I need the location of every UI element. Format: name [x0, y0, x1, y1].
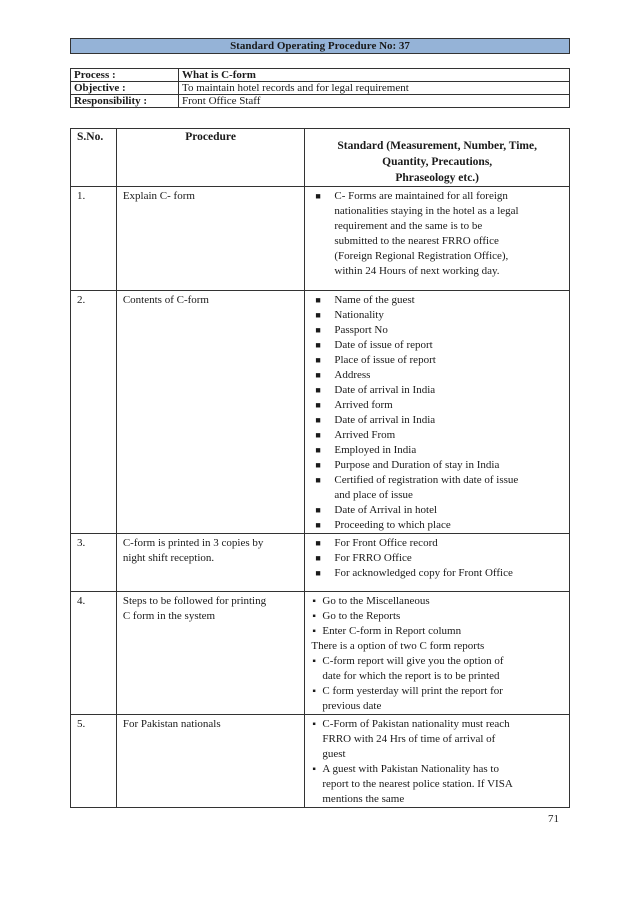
header-procedure: Procedure — [116, 129, 305, 187]
procedure-line: Explain C- form — [122, 190, 195, 202]
info-label: Process : — [71, 69, 179, 82]
standard-line: previous date — [322, 700, 382, 712]
standard-list — [311, 293, 563, 533]
bullet-icon: ■ — [315, 355, 321, 365]
standard-line: For Front Office record — [334, 537, 438, 549]
standard-line: C- Forms are maintained for all foreign — [334, 190, 508, 202]
header-standard — [305, 129, 570, 187]
standard-line: For FRRO Office — [334, 552, 412, 564]
bullet-icon: ■ — [315, 370, 321, 380]
standard-line: Arrived form — [334, 399, 393, 411]
standard-item — [311, 762, 563, 807]
header-sno: S.No. — [71, 129, 117, 187]
procedure-header-row — [71, 129, 570, 187]
standard-line: and place of issue — [334, 489, 413, 501]
bullet-icon: ■ — [315, 325, 321, 335]
step-procedure — [116, 715, 305, 808]
standard-line: Employed in India — [334, 444, 417, 456]
standard-list — [311, 536, 563, 581]
procedure-line: C-form is printed in 3 copies by — [122, 537, 264, 549]
step-number: 4. — [71, 592, 117, 715]
step-number: 1. — [71, 187, 117, 291]
procedure-line: For Pakistan nationals — [122, 718, 221, 730]
standard-item — [311, 443, 563, 458]
standard-item — [311, 684, 563, 714]
procedure-row — [71, 291, 570, 534]
standard-line: C-form report will give you the option of — [322, 655, 504, 667]
sop-title: Standard Operating Procedure No: 37 — [70, 38, 570, 54]
bullet-icon: ■ — [315, 295, 321, 305]
standard-line: Address — [334, 369, 371, 381]
info-label: Responsibility : — [71, 95, 179, 108]
standard-list — [311, 594, 563, 714]
bullet-icon: ▪ — [312, 656, 316, 667]
standard-item — [311, 368, 563, 383]
standard-line: (Foreign Regional Registration Office), — [334, 250, 509, 262]
header-standard-line: Phraseology etc.) — [395, 172, 480, 184]
standard-line: Date of Arrival in hotel — [334, 504, 438, 516]
standard-line: Date of issue of report — [334, 339, 433, 351]
procedure-row — [71, 534, 570, 592]
standard-line: Arrived From — [334, 429, 396, 441]
standard-line: submitted to the nearest FRRO office — [334, 235, 499, 247]
procedure-line: Steps to be followed for printing — [122, 595, 267, 607]
standard-line: Enter C-form in Report column — [322, 625, 462, 637]
sop-info-table — [70, 68, 570, 108]
step-number: 5. — [71, 715, 117, 808]
page-number: 71 — [548, 813, 559, 825]
standard-item — [311, 566, 563, 581]
bullet-icon: ■ — [315, 340, 321, 350]
bullet-icon: ■ — [315, 400, 321, 410]
standard-line: Certified of registration with date of issue — [334, 474, 519, 486]
standard-list — [311, 189, 563, 279]
standard-item — [311, 413, 563, 428]
step-procedure — [116, 291, 305, 534]
standard-item — [311, 654, 563, 684]
bullet-icon: ■ — [315, 460, 321, 470]
standard-item — [311, 293, 563, 308]
standard-item — [311, 398, 563, 413]
bullet-icon: ■ — [315, 475, 321, 485]
step-standard — [305, 187, 570, 291]
procedure-line: Contents of C-form — [122, 294, 209, 306]
step-procedure — [116, 534, 305, 592]
standard-line: Date of arrival in India — [334, 384, 436, 396]
standard-line: Go to the Reports — [322, 610, 401, 622]
standard-item — [311, 551, 563, 566]
bullet-icon: ■ — [315, 538, 321, 548]
standard-line: A guest with Pakistan Nationality has to — [322, 763, 499, 775]
standard-line: within 24 Hours of next working day. — [334, 265, 500, 277]
standard-item — [311, 503, 563, 518]
standard-line: C form yesterday will print the report for — [322, 685, 503, 697]
standard-item — [311, 458, 563, 473]
bullet-icon: ▪ — [312, 626, 316, 637]
bullet-icon: ■ — [315, 505, 321, 515]
bullet-icon: ■ — [315, 415, 321, 425]
bullet-icon: ▪ — [312, 764, 316, 775]
standard-line: FRRO with 24 Hrs of time of arrival of — [322, 733, 496, 745]
step-standard — [305, 592, 570, 715]
bullet-icon: ▪ — [312, 686, 316, 697]
procedure-row — [71, 187, 570, 291]
procedure-row — [71, 592, 570, 715]
standard-item — [311, 338, 563, 353]
step-number: 3. — [71, 534, 117, 592]
bullet-icon: ▪ — [312, 596, 316, 607]
info-label: Objective : — [71, 82, 179, 95]
procedure-table — [70, 128, 570, 808]
procedure-row — [71, 715, 570, 808]
bullet-icon: ■ — [315, 191, 321, 201]
bullet-icon: ■ — [315, 430, 321, 440]
standard-note: There is a option of two C form reports — [311, 640, 485, 652]
standard-line: nationalities staying in the hotel as a legal — [334, 205, 519, 217]
standard-line: C-Form of Pakistan nationality must reach — [322, 718, 510, 730]
standard-line: Proceeding to which place — [334, 519, 451, 531]
bullet-icon: ■ — [315, 310, 321, 320]
step-standard — [305, 715, 570, 808]
standard-line: guest — [322, 748, 346, 760]
standard-item — [311, 473, 563, 503]
info-row — [71, 69, 570, 82]
standard-list — [311, 717, 563, 807]
info-row — [71, 82, 570, 95]
standard-line: report to the nearest police station. If VISA — [322, 778, 513, 790]
step-standard — [305, 291, 570, 534]
info-value: Front Office Staff — [179, 95, 570, 108]
standard-item — [311, 624, 563, 639]
bullet-icon: ■ — [315, 385, 321, 395]
info-row — [71, 95, 570, 108]
standard-item — [311, 717, 563, 762]
bullet-icon: ■ — [315, 553, 321, 563]
bullet-icon: ■ — [315, 445, 321, 455]
bullet-icon: ■ — [315, 568, 321, 578]
standard-line: Passport No — [334, 324, 388, 336]
standard-line: Go to the Miscellaneous — [322, 595, 430, 607]
standard-line: requirement and the same is to be — [334, 220, 483, 232]
info-value: What is C-form — [179, 69, 570, 82]
info-value: To maintain hotel records and for legal requirement — [179, 82, 570, 95]
standard-line: date for which the report is to be printed — [322, 670, 500, 682]
standard-line: mentions the same — [322, 793, 405, 805]
standard-line: Place of issue of report — [334, 354, 436, 366]
standard-item — [311, 536, 563, 551]
standard-item — [311, 594, 563, 609]
procedure-line: C form in the system — [122, 610, 216, 622]
standard-item — [311, 518, 563, 533]
bullet-icon: ▪ — [312, 719, 316, 730]
standard-line: Nationality — [334, 309, 384, 321]
standard-item — [311, 189, 563, 279]
standard-line: Date of arrival in India — [334, 414, 436, 426]
standard-item — [311, 383, 563, 398]
standard-line: Name of the guest — [334, 294, 415, 306]
standard-item — [311, 353, 563, 368]
header-standard-line: Quantity, Precautions, — [382, 156, 493, 168]
standard-item — [311, 308, 563, 323]
step-number: 2. — [71, 291, 117, 534]
bullet-icon: ■ — [315, 520, 321, 530]
standard-item — [311, 323, 563, 338]
step-standard — [305, 534, 570, 592]
header-standard-line: Standard (Measurement, Number, Time, — [337, 140, 537, 152]
procedure-line: night shift reception. — [122, 552, 215, 564]
step-procedure — [116, 592, 305, 715]
standard-line: Purpose and Duration of stay in India — [334, 459, 500, 471]
standard-line: For acknowledged copy for Front Office — [334, 567, 513, 579]
step-procedure — [116, 187, 305, 291]
standard-item — [311, 428, 563, 443]
bullet-icon: ▪ — [312, 611, 316, 622]
standard-item — [311, 609, 563, 624]
